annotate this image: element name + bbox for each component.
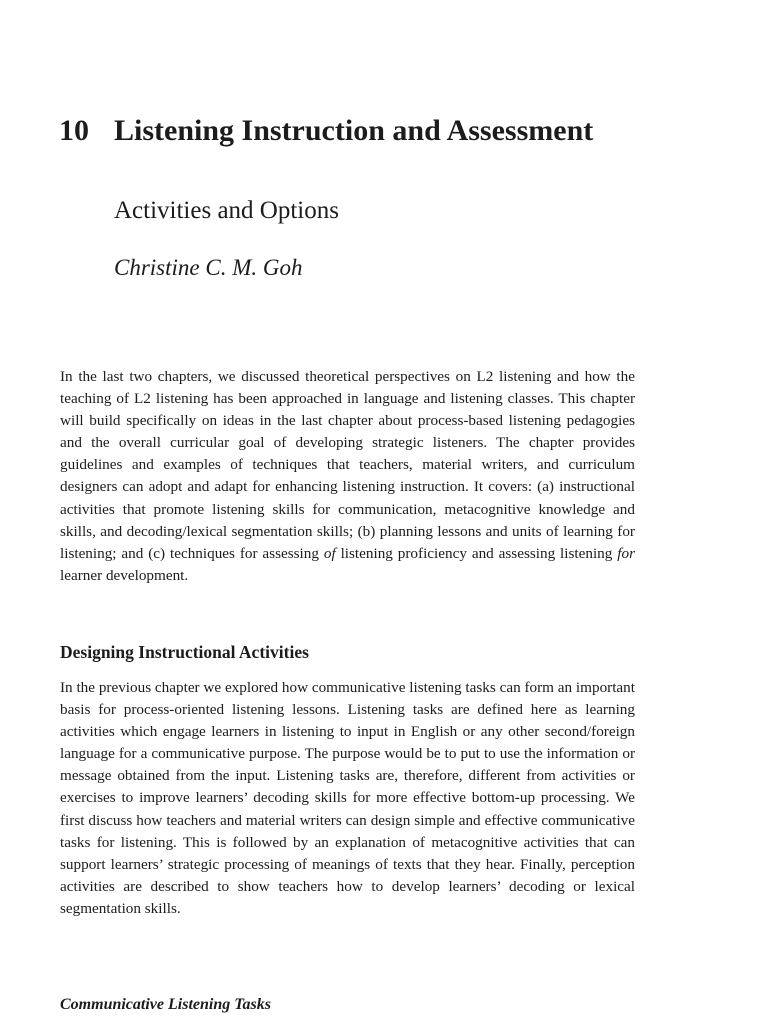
intro-text-1: In the last two chapters, we discussed theoretical perspectives on L2 listening and how the teaching of L2 listening has been approached in language and listening classes. This chapter will build specifically on ideas in the last chapter about process-based listening pedagogies and the overall curricular goal of developing strategic listeners. The chapter provides guidelines and examples of techniques that teachers, material writers, and curriculum designers can adopt and adapt for enhancing listening instruction. It covers: (a) instructional activities that promote listening skills for communication, metacognitive knowledge and skills, and decoding/lexical segmentation skills; (b) planning lessons and units of learning for listening; and (c) techniques for assessing	[60, 368, 635, 562]
section-heading: Designing Instructional Activities	[60, 642, 309, 662]
subsection-heading: Communicative Listening Tasks	[60, 996, 271, 1013]
chapter-title: Listening Instruction and Assessment	[114, 114, 594, 147]
intro-paragraph	[60, 366, 635, 587]
chapter-author: Christine C. M. Goh	[114, 255, 303, 280]
chapter-heading	[59, 112, 699, 150]
section-paragraph: In the previous chapter we explored how communicative listening tasks can form an important basis for process-oriented listening lessons. Listening tasks are defined here as learning activities which engage learners in listening to input in English or any other second/foreign language for a communicative purpose. The purpose would be to put to use the information or message obtained from the input. Listening tasks are, therefore, different from activities or exercises to improve learners’ decoding skills for more effective bottom-up processing. We first discuss how teachers and material writers can design simple and effective communicative tasks for listening. This is followed by an explanation of metacognitive activities that can support learners’ strategic processing of meanings of texts that they hear. Finally, perception activities are described to show teachers how to develop learners’ decoding or lexical segmentation skills.	[60, 679, 635, 917]
chapter-number: 10	[59, 114, 89, 147]
intro-emphasis-of: of	[323, 544, 336, 562]
intro-text-3: learner development.	[60, 566, 189, 584]
intro-emphasis-for: for	[617, 544, 635, 562]
intro-text-2: listening proficiency and assessing listening	[335, 544, 618, 562]
chapter-subtitle: Activities and Options	[114, 197, 339, 224]
